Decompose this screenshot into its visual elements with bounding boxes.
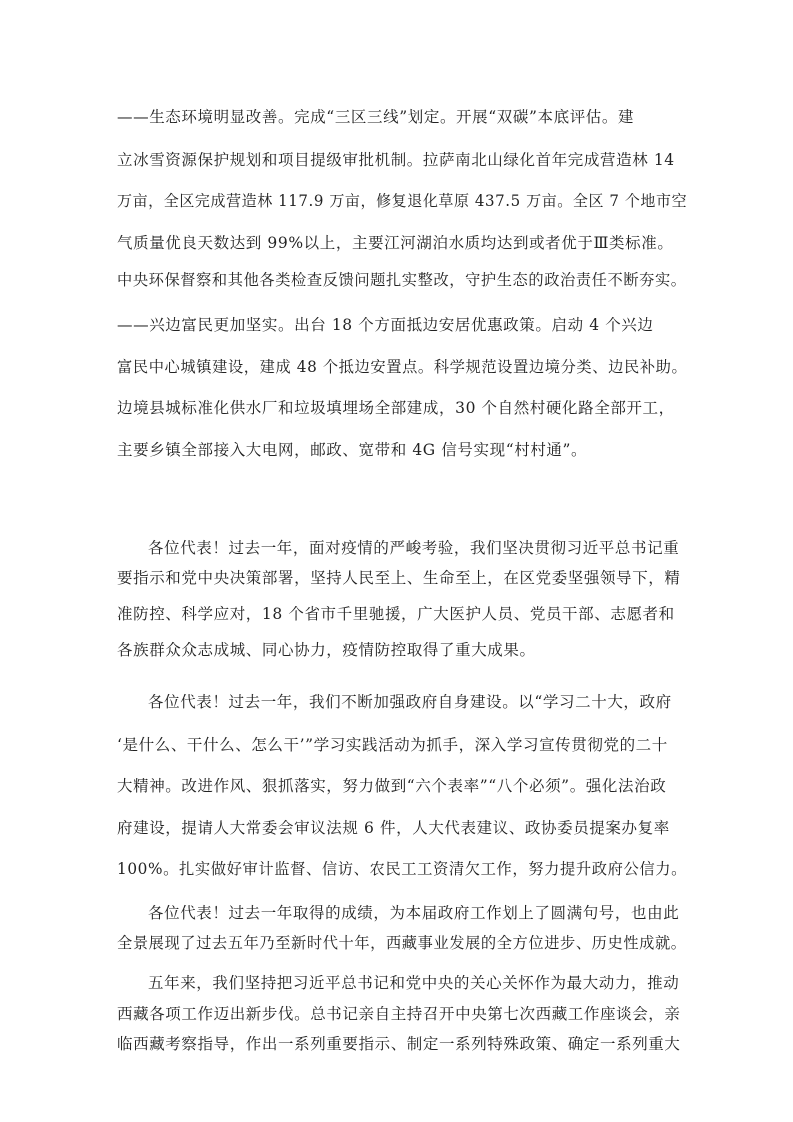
text-line: 各族群众众志成城、同心协力，疫情防控取得了重大成果。 (117, 641, 536, 659)
text-line: 气质量优良天数达到 99%以上，主要江河湖泊水质均达到或者优于Ⅲ类标准。 (117, 234, 674, 252)
text-line: 边境县城标准化供水厂和垃圾填埋场全部建成，30 个自然村硬化路全部开工， (117, 399, 675, 417)
text-line: 大精神。改进作风、狠抓落实，努力做到“六个表率”“八个必须”。强化法治政 (117, 777, 667, 795)
text-line: 临西藏考察指导，作出一系列重要指示、制定一系列特殊政策、确定一系列重大 (117, 1035, 681, 1053)
text-line: 各位代表！过去一年，我们不断加强政府自身建设。以“学习二十大，政府 (148, 693, 672, 711)
text-line: ‘是什么、干什么、怎么干’”学习实践活动为抓手，深入学习宣传贯彻党的二十 (117, 736, 668, 754)
text-line: 西藏各项工作迈出新步伐。总书记亲自主持召开中央第七次西藏工作座谈会，亲 (117, 1005, 681, 1023)
text-line: 立冰雪资源保护规划和项目提级审批机制。拉萨南北山绿化首年完成营造林 14 (117, 151, 675, 169)
text-line: 各位代表！过去一年，面对疫情的严峻考验，我们坚决贯彻习近平总书记重 (148, 539, 680, 557)
text-line: 府建设，提请人大常委会审议法规 6 件，人大代表建议、政协委员提案办复率 (117, 819, 670, 837)
text-line: 富民中心城镇建设，建成 48 个抵边安置点。科学规范设置边境分类、边民补助。 (117, 358, 688, 376)
text-line: 中央环保督察和其他各类检查反馈问题扎实整改，守护生态的政治责任不断夯实。 (117, 271, 687, 289)
text-line: 要指示和党中央决策部署，坚持人民至上、生命至上，在区党委坚强领导下，精 (117, 569, 681, 587)
text-line: 准防控、科学应对，18 个省市千里驰援，广大医护人员、党员干部、志愿者和 (117, 605, 675, 623)
text-line: 万亩，全区完成营造林 117.9 万亩，修复退化草原 437.5 万亩。全区 7 个地市空 (117, 192, 688, 210)
text-line: ——兴边富民更加坚实。出台 18 个方面抵边安居优惠政策。启动 4 个兴边 (117, 316, 654, 334)
text-line: 各位代表！过去一年取得的成绩，为本届政府工作划上了圆满句号，也由此 (148, 904, 680, 922)
text-line: 主要乡镇全部接入大电网，邮政、宽带和 4G 信号实现“村村通”。 (117, 441, 588, 459)
text-line: 五年来，我们坚持把习近平总书记和党中央的关心关怀作为最大动力，推动 (148, 974, 680, 992)
text-line: 全景展现了过去五年乃至新时代十年，西藏事业发展的全方位进步、历史性成就。 (117, 934, 687, 952)
text-line: ——生态环境明显改善。完成“三区三线”划定。开展“双碳”本底评估。建 (117, 108, 635, 126)
text-line: 100%。扎实做好审计监督、信访、农民工工资清欠工作，努力提升政府公信力。 (117, 860, 688, 878)
